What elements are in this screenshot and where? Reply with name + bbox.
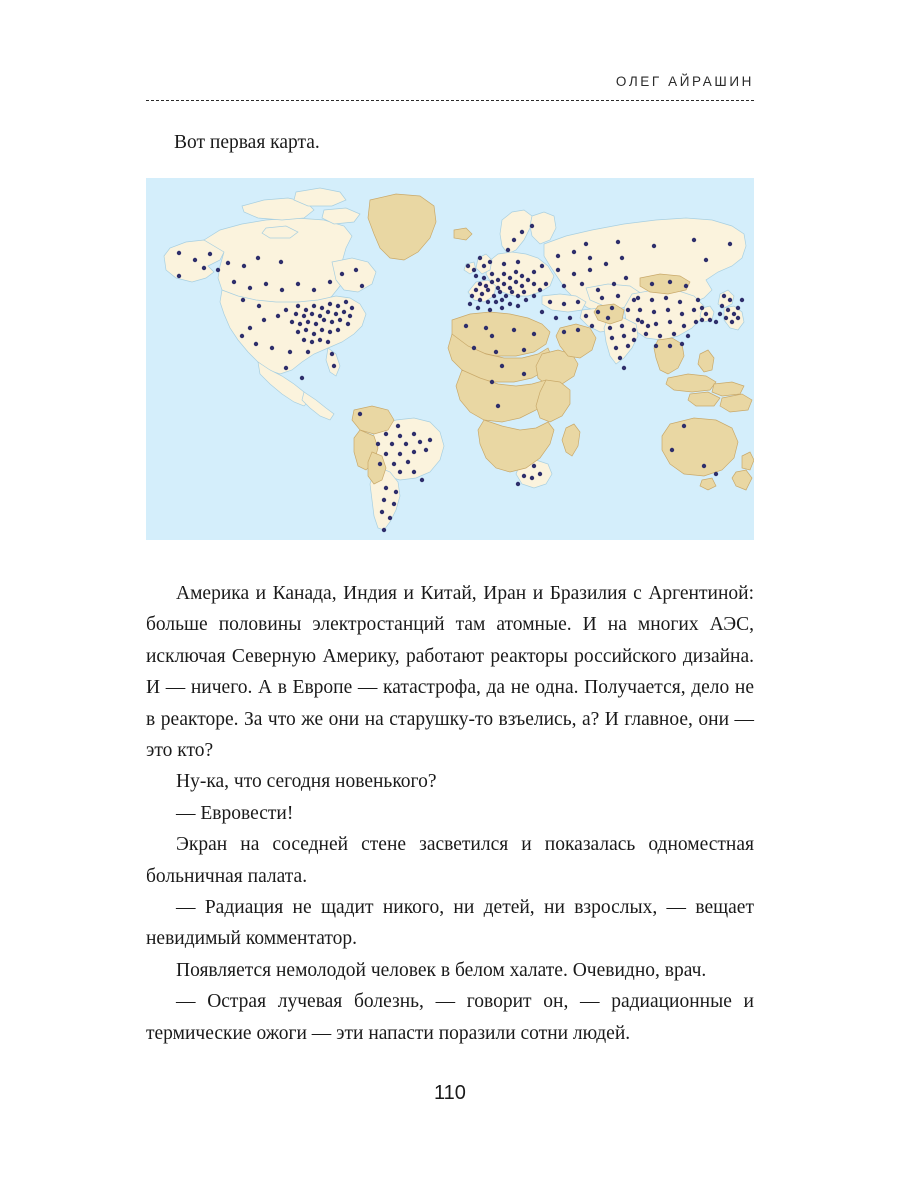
- header-divider: [146, 100, 754, 101]
- paragraph: — Радиация не щадит никого, ни детей, ни взрослых, — вещает невидимый комментатор.: [146, 897, 754, 950]
- paragraph: — Острая лучевая болезнь, — говорит он, — радиационные и термические ожоги — эти напасти поразили сотни людей.: [146, 991, 754, 1044]
- paragraph: Экран на соседней стене засветился и показалась одноместная больничная палата.: [146, 834, 754, 887]
- paragraph: Америка и Канада, Индия и Китай, Иран и Бразилия с Аргентиной: больше половины электростанций там атомные. И на многих АЭС, исключая Северную Америку, работают реакторы российского дизайна. И — ничего. А в Европе — катастрофа, да не одна. Получается, дело не в реакторе. За что же они на старушку-то взъелись, а? И главное, они — это кто?: [146, 583, 754, 762]
- running-head: ОЛЕГ АЙРАШИН: [615, 74, 754, 89]
- page-number: 110: [434, 1082, 466, 1104]
- world-map-figure: [146, 178, 754, 540]
- paragraph: Появляется немолодой человек в белом халате. Очевидно, врач.: [176, 959, 707, 981]
- paragraph: — Евровести!: [176, 802, 294, 824]
- paragraph: Ну-ка, что сегодня новенького?: [176, 771, 437, 793]
- body-text: [146, 578, 754, 1049]
- intro-line: Вот первая карта.: [174, 132, 320, 153]
